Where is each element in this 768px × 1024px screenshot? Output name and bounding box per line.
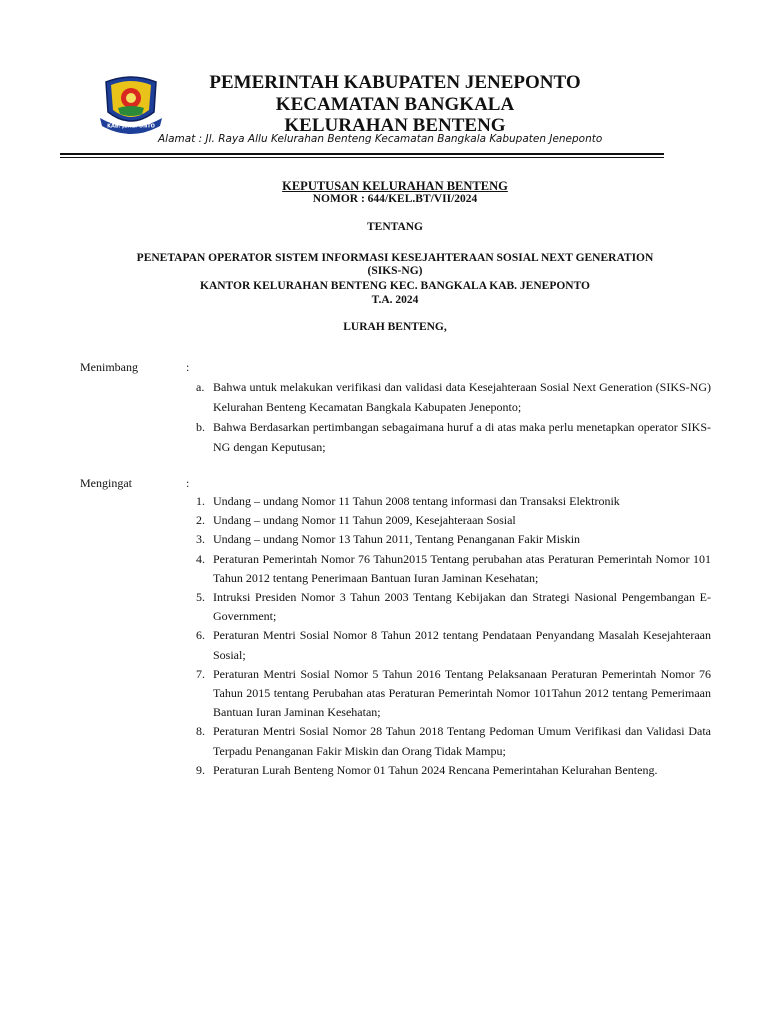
list-item bbox=[196, 511, 711, 530]
list-item bbox=[196, 417, 711, 457]
list-marker: 7. bbox=[196, 666, 205, 681]
subject-line-4: T.A. 2024 bbox=[371, 294, 419, 306]
list-text: Peraturan Mentri Sosial Nomor 28 Tahun 2018 Tentang Pedoman Umum Verifikasi dan Validasi Data Terpadu Penanganan Fakir Miskin dan Orang Tidak Mampu; bbox=[213, 724, 711, 758]
mengingat-list bbox=[196, 492, 711, 780]
list-marker: 1. bbox=[196, 494, 205, 508]
mengingat-colon: : bbox=[186, 476, 190, 490]
list-text: Peraturan Lurah Benteng Nomor 01 Tahun 2024 Rencana Pemerintahan Kelurahan Benteng. bbox=[213, 762, 658, 777]
district-name: KECAMATAN BANGKALA bbox=[275, 94, 515, 115]
subject-line-3: KANTOR KELURAHAN BENTENG KEC. BANGKALA KAB. JENEPONTO bbox=[200, 280, 590, 292]
header-rule-thin bbox=[60, 157, 664, 158]
list-item bbox=[196, 588, 711, 626]
menimbang-list bbox=[196, 377, 711, 457]
jeneponto-emblem-icon bbox=[92, 74, 170, 138]
decree-title: KEPUTUSAN KELURAHAN BENTENG bbox=[282, 179, 508, 193]
subject-line-1: PENETAPAN OPERATOR SISTEM INFORMASI KESEJAHTERAAN SOSIAL NEXT GENERATION bbox=[136, 252, 654, 264]
list-marker: b. bbox=[196, 420, 205, 434]
list-text: Peraturan Pemerintah Nomor 76 Tahun2015 Tentang perubahan atas Peraturan Pemerintah Nomor 101 Tahun 2012 tentang Penerimaan Bantuan Iuran Jaminan Kesehatan; bbox=[213, 551, 711, 585]
menimbang-colon: : bbox=[186, 360, 190, 374]
mengingat-label: Mengingat bbox=[80, 476, 132, 490]
subject-line-2: (SIKS-NG) bbox=[367, 265, 423, 277]
list-marker: 9. bbox=[196, 762, 205, 777]
issuer-heading: LURAH BENTENG, bbox=[343, 321, 447, 333]
list-item bbox=[196, 761, 711, 780]
list-text: Peraturan Mentri Sosial Nomor 8 Tahun 2012 tentang Pendataan Penyandang Masalah Kesejahteraan Sosial; bbox=[213, 628, 711, 662]
list-item bbox=[196, 492, 711, 511]
list-marker: 2. bbox=[196, 513, 205, 528]
list-marker: a. bbox=[196, 380, 205, 394]
list-text: Undang – undang Nomor 11 Tahun 2008 tentang informasi dan Transaksi Elektronik bbox=[213, 494, 620, 508]
list-item bbox=[196, 626, 711, 664]
tentang-heading: TENTANG bbox=[366, 221, 424, 233]
list-text: Bahwa untuk melakukan verifikasi dan validasi data Kesejahteraan Sosial Next Generation (SIKS-NG) Kelurahan Benteng Kecamatan Bangkala Kabupaten Jeneponto; bbox=[213, 380, 711, 414]
menimbang-label: Menimbang bbox=[80, 360, 138, 374]
list-text: Intruksi Presiden Nomor 3 Tahun 2003 Tentang Kebijakan dan Strategi Nasional Pengembangan E-Government; bbox=[213, 590, 711, 624]
header-rule-thick bbox=[60, 153, 664, 155]
village-name: KELURAHAN BENTENG bbox=[284, 115, 506, 136]
list-item bbox=[196, 530, 711, 549]
list-marker: 8. bbox=[196, 724, 205, 739]
list-text: Bahwa Berdasarkan pertimbangan sebagaimana huruf a di atas maka perlu menetapkan operator SIKS-NG dengan Keputusan; bbox=[213, 420, 711, 454]
decree-number: NOMOR : 644/KEL.BT/VII/2024 bbox=[312, 193, 478, 205]
list-item bbox=[196, 550, 711, 588]
list-item bbox=[196, 665, 711, 723]
list-marker: 6. bbox=[196, 628, 205, 643]
list-marker: 5. bbox=[196, 590, 205, 605]
list-marker: 3. bbox=[196, 532, 205, 547]
list-text: Peraturan Mentri Sosial Nomor 5 Tahun 2016 Tentang Pelaksanaan Peraturan Pemerintah Nomor 76 Tahun 2015 tentang Perubahan atas Peraturan Pemerintah Nomor 101Tahun 2012 tentang Pemerimaan Bantuan Iuran Jaminan Kesehatan; bbox=[213, 666, 711, 720]
logo-banner-text: KAB. JENEPONTO bbox=[107, 123, 155, 130]
list-marker: 4. bbox=[196, 551, 205, 566]
list-item bbox=[196, 722, 711, 760]
list-item bbox=[196, 377, 711, 417]
list-text: Undang – undang Nomor 11 Tahun 2009, Kesejahteraan Sosial bbox=[213, 513, 516, 528]
list-text: Undang – undang Nomor 13 Tahun 2011, Tentang Penanganan Fakir Miskin bbox=[213, 532, 581, 547]
office-address: Alamat : Jl. Raya Allu Kelurahan Benteng Kecamatan Bangkala Kabupaten Jeneponto bbox=[158, 133, 603, 145]
government-name: PEMERINTAH KABUPATEN JENEPONTO bbox=[209, 72, 581, 93]
